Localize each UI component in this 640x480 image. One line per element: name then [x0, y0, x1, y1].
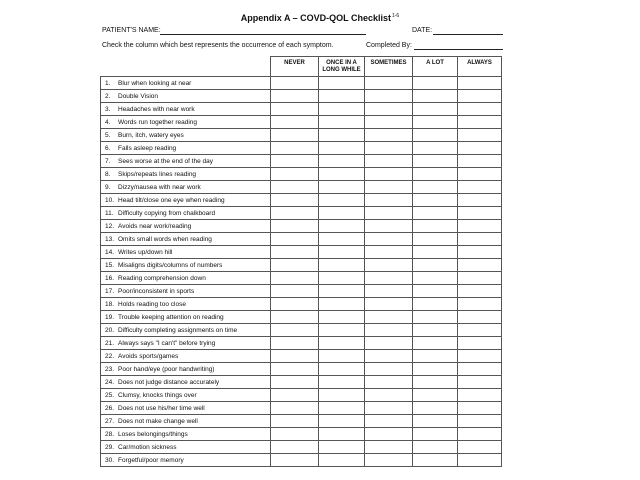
date-label: DATE: — [412, 27, 433, 34]
checkbox-cell[interactable] — [458, 129, 502, 142]
checkbox-cell[interactable] — [365, 246, 413, 259]
checkbox-cell[interactable] — [365, 441, 413, 454]
checkbox-cell[interactable] — [365, 350, 413, 363]
checkbox-cell[interactable] — [458, 116, 502, 129]
symptom-cell — [101, 155, 271, 168]
checkbox-cell[interactable] — [365, 311, 413, 324]
table-row — [101, 415, 502, 428]
symptom-cell — [101, 116, 271, 129]
checkbox-cell[interactable] — [413, 298, 458, 311]
checkbox-cell[interactable] — [271, 441, 319, 454]
checkbox-cell[interactable] — [271, 155, 319, 168]
checkbox-cell[interactable] — [458, 142, 502, 155]
symptom-number: 10. — [105, 196, 115, 204]
checkbox-cell[interactable] — [319, 363, 365, 376]
checkbox-cell[interactable] — [271, 142, 319, 155]
table-row — [101, 90, 502, 103]
checkbox-cell[interactable] — [271, 259, 319, 272]
checkbox-cell[interactable] — [458, 259, 502, 272]
checkbox-cell[interactable] — [365, 337, 413, 350]
symptom-cell — [101, 376, 271, 389]
checkbox-cell[interactable] — [271, 389, 319, 402]
symptom-text: Headaches with near work — [118, 105, 195, 113]
checkbox-cell[interactable] — [458, 324, 502, 337]
checkbox-cell[interactable] — [458, 415, 502, 428]
checkbox-cell[interactable] — [413, 389, 458, 402]
checkbox-cell[interactable] — [319, 428, 365, 441]
checkbox-cell[interactable] — [319, 233, 365, 246]
symptom-text: Misaligns digits/columns of numbers — [118, 261, 223, 269]
symptom-cell — [101, 285, 271, 298]
checkbox-cell[interactable] — [413, 363, 458, 376]
symptom-cell — [101, 402, 271, 415]
checkbox-cell[interactable] — [271, 428, 319, 441]
checkbox-cell[interactable] — [458, 246, 502, 259]
checkbox-cell[interactable] — [271, 168, 319, 181]
checkbox-cell[interactable] — [458, 285, 502, 298]
table-row — [101, 129, 502, 142]
checkbox-cell[interactable] — [413, 155, 458, 168]
checkbox-cell[interactable] — [458, 441, 502, 454]
checkbox-cell[interactable] — [271, 103, 319, 116]
checkbox-cell[interactable] — [271, 207, 319, 220]
checkbox-cell[interactable] — [365, 90, 413, 103]
symptom-number: 20. — [105, 326, 115, 334]
symptom-text: Trouble keeping attention on reading — [118, 313, 224, 321]
checkbox-cell[interactable] — [458, 103, 502, 116]
symptom-cell — [101, 389, 271, 402]
symptom-number: 23. — [105, 365, 115, 373]
checkbox-cell[interactable] — [413, 103, 458, 116]
symptom-cell — [101, 324, 271, 337]
table-row — [101, 168, 502, 181]
checkbox-cell[interactable] — [271, 220, 319, 233]
symptom-cell — [101, 168, 271, 181]
checkbox-cell[interactable] — [319, 454, 365, 467]
symptom-number: 13. — [105, 235, 115, 243]
table-row — [101, 77, 502, 90]
checkbox-cell[interactable] — [413, 350, 458, 363]
checkbox-cell[interactable] — [365, 233, 413, 246]
symptom-number: 25. — [105, 391, 115, 399]
checkbox-cell[interactable] — [413, 233, 458, 246]
table-row — [101, 298, 502, 311]
title-text: Appendix A – COVD-QOL Checklist — [240, 13, 391, 23]
symptom-text: Falls asleep reading — [118, 144, 177, 152]
checkbox-cell[interactable] — [458, 402, 502, 415]
table-row — [101, 311, 502, 324]
symptom-text: Poor hand/eye (poor handwriting) — [118, 365, 215, 373]
checkbox-cell[interactable] — [458, 272, 502, 285]
patient-name-field[interactable] — [160, 34, 366, 35]
symptom-text: Poor/inconsistent in sports — [118, 287, 195, 295]
checkbox-cell[interactable] — [458, 155, 502, 168]
checkbox-cell[interactable] — [458, 90, 502, 103]
symptom-number: 5. — [105, 131, 111, 139]
checkbox-cell[interactable] — [413, 142, 458, 155]
checkbox-cell[interactable] — [365, 155, 413, 168]
symptom-text: Clumsy, knocks things over — [118, 391, 197, 399]
table-row — [101, 142, 502, 155]
checkbox-cell[interactable] — [319, 324, 365, 337]
checkbox-cell[interactable] — [458, 311, 502, 324]
symptom-text: Forgetful/poor memory — [118, 456, 184, 464]
symptom-text: Holds reading too close — [118, 300, 186, 308]
symptom-cell — [101, 90, 271, 103]
table-row — [101, 324, 502, 337]
checkbox-cell[interactable] — [458, 207, 502, 220]
table-row — [101, 116, 502, 129]
symptom-cell — [101, 207, 271, 220]
checkbox-cell[interactable] — [365, 298, 413, 311]
symptom-text: Reading comprehension down — [118, 274, 206, 282]
table-row — [101, 350, 502, 363]
column-header: A LOT — [413, 57, 458, 77]
table-row — [101, 259, 502, 272]
symptom-number: 4. — [105, 118, 111, 126]
table-row — [101, 389, 502, 402]
checkbox-cell[interactable] — [319, 168, 365, 181]
table-row — [101, 363, 502, 376]
checkbox-cell[interactable] — [413, 116, 458, 129]
symptom-cell — [101, 103, 271, 116]
symptom-text: Car/motion sickness — [118, 443, 177, 451]
checkbox-cell[interactable] — [365, 194, 413, 207]
symptom-text: Dizzy/nausea with near work — [118, 183, 201, 191]
checkbox-cell[interactable] — [319, 77, 365, 90]
checkbox-cell[interactable] — [365, 103, 413, 116]
checkbox-cell[interactable] — [413, 194, 458, 207]
table-row — [101, 103, 502, 116]
checkbox-cell[interactable] — [413, 311, 458, 324]
checkbox-cell[interactable] — [271, 129, 319, 142]
checkbox-cell[interactable] — [413, 337, 458, 350]
checkbox-cell[interactable] — [365, 376, 413, 389]
checkbox-cell[interactable] — [413, 415, 458, 428]
symptom-text: Difficulty completing assignments on time — [118, 326, 238, 334]
symptom-number: 28. — [105, 430, 115, 438]
checkbox-cell[interactable] — [319, 220, 365, 233]
checkbox-cell[interactable] — [365, 220, 413, 233]
checkbox-cell[interactable] — [458, 181, 502, 194]
table-row — [101, 155, 502, 168]
checkbox-cell[interactable] — [458, 337, 502, 350]
symptom-checklist-table — [100, 56, 502, 467]
checkbox-cell[interactable] — [365, 142, 413, 155]
title-superscript: 1-6 — [391, 13, 400, 19]
date-field[interactable] — [433, 34, 503, 35]
symptom-text: Double Vision — [118, 92, 158, 100]
completed-by-label: Completed By: — [366, 42, 412, 49]
checkbox-cell[interactable] — [271, 376, 319, 389]
completed-by-field[interactable] — [414, 49, 503, 50]
checkbox-cell[interactable] — [365, 168, 413, 181]
table-row — [101, 337, 502, 350]
table-row — [101, 207, 502, 220]
symptom-number: 15. — [105, 261, 115, 269]
checkbox-cell[interactable] — [458, 363, 502, 376]
checkbox-cell[interactable] — [458, 194, 502, 207]
header-blank-cell — [101, 57, 271, 77]
symptom-number: 27. — [105, 417, 115, 425]
checkbox-cell[interactable] — [413, 285, 458, 298]
symptom-number: 1. — [105, 79, 111, 87]
symptom-text: Does not make change well — [118, 417, 198, 425]
checkbox-cell[interactable] — [365, 428, 413, 441]
checkbox-cell[interactable] — [413, 324, 458, 337]
table-row — [101, 194, 502, 207]
table-row — [101, 220, 502, 233]
table-row — [101, 285, 502, 298]
checkbox-cell[interactable] — [365, 415, 413, 428]
symptom-number: 30. — [105, 456, 115, 464]
symptom-cell — [101, 363, 271, 376]
checkbox-cell[interactable] — [413, 376, 458, 389]
symptom-number: 11. — [105, 209, 114, 217]
column-header: ONCE IN A LONG WHILE — [319, 57, 365, 77]
checkbox-cell[interactable] — [458, 428, 502, 441]
checkbox-cell[interactable] — [413, 207, 458, 220]
symptom-number: 26. — [105, 404, 115, 412]
checkbox-cell[interactable] — [413, 220, 458, 233]
checkbox-cell[interactable] — [365, 129, 413, 142]
checkbox-cell[interactable] — [413, 129, 458, 142]
checkbox-cell[interactable] — [413, 441, 458, 454]
checkbox-cell[interactable] — [319, 181, 365, 194]
symptom-number: 29. — [105, 443, 115, 451]
checkbox-cell[interactable] — [413, 77, 458, 90]
checkbox-cell[interactable] — [319, 311, 365, 324]
checkbox-cell[interactable] — [271, 337, 319, 350]
table-row — [101, 441, 502, 454]
checkbox-cell[interactable] — [271, 454, 319, 467]
header-row — [101, 57, 502, 77]
checkbox-cell[interactable] — [413, 402, 458, 415]
table-row — [101, 181, 502, 194]
symptom-cell — [101, 272, 271, 285]
table-row — [101, 233, 502, 246]
checkbox-cell[interactable] — [365, 77, 413, 90]
checkbox-cell[interactable] — [365, 181, 413, 194]
column-header: NEVER — [271, 57, 319, 77]
checkbox-cell[interactable] — [458, 389, 502, 402]
symptom-cell — [101, 233, 271, 246]
symptom-number: 24. — [105, 378, 115, 386]
checkbox-cell[interactable] — [271, 194, 319, 207]
checkbox-cell[interactable] — [271, 324, 319, 337]
symptom-text: Difficulty copying from chalkboard — [118, 209, 216, 217]
symptom-number: 6. — [105, 144, 111, 152]
table-row — [101, 402, 502, 415]
checkbox-cell[interactable] — [271, 415, 319, 428]
table-row — [101, 376, 502, 389]
checkbox-cell[interactable] — [319, 376, 365, 389]
checkbox-cell[interactable] — [458, 77, 502, 90]
symptom-cell — [101, 77, 271, 90]
symptom-text: Omits small words when reading — [118, 235, 212, 243]
checkbox-cell[interactable] — [271, 311, 319, 324]
checkbox-cell[interactable] — [365, 285, 413, 298]
checkbox-cell[interactable] — [413, 246, 458, 259]
checkbox-cell[interactable] — [458, 350, 502, 363]
checkbox-cell[interactable] — [271, 298, 319, 311]
symptom-number: 21. — [105, 339, 115, 347]
checkbox-cell[interactable] — [319, 116, 365, 129]
checkbox-cell[interactable] — [271, 246, 319, 259]
symptom-text: Sees worse at the end of the day — [118, 157, 214, 165]
checkbox-cell[interactable] — [319, 337, 365, 350]
symptom-cell — [101, 181, 271, 194]
table-row — [101, 428, 502, 441]
symptom-number: 22. — [105, 352, 115, 360]
checkbox-cell[interactable] — [319, 272, 365, 285]
checkbox-cell[interactable] — [319, 129, 365, 142]
checkbox-cell[interactable] — [458, 298, 502, 311]
checkbox-cell[interactable] — [319, 207, 365, 220]
symptom-number: 2. — [105, 92, 111, 100]
symptom-text: Writes up/down hill — [118, 248, 173, 256]
table-row — [101, 454, 502, 467]
symptom-cell — [101, 194, 271, 207]
symptom-number: 9. — [105, 183, 111, 191]
symptom-cell — [101, 454, 271, 467]
checkbox-cell[interactable] — [365, 272, 413, 285]
symptom-text: Does not use his/her time well — [118, 404, 205, 412]
checkbox-cell[interactable] — [458, 233, 502, 246]
checkbox-cell[interactable] — [365, 454, 413, 467]
checkbox-cell[interactable] — [319, 246, 365, 259]
patient-name-label: PATIENT'S NAME: — [102, 27, 161, 34]
checkbox-cell[interactable] — [319, 441, 365, 454]
symptom-text: Avoids sports/games — [118, 352, 179, 360]
checkbox-cell[interactable] — [413, 90, 458, 103]
symptom-cell — [101, 129, 271, 142]
checkbox-cell[interactable] — [458, 220, 502, 233]
page-title — [0, 13, 640, 23]
symptom-text: Head tilt/close one eye when reading — [118, 196, 225, 204]
checkbox-cell[interactable] — [319, 298, 365, 311]
symptom-number: 8. — [105, 170, 111, 178]
checkbox-cell[interactable] — [319, 415, 365, 428]
checkbox-cell[interactable] — [365, 402, 413, 415]
checkbox-cell[interactable] — [271, 363, 319, 376]
symptom-cell — [101, 142, 271, 155]
checkbox-cell[interactable] — [319, 103, 365, 116]
checkbox-cell[interactable] — [271, 272, 319, 285]
symptom-cell — [101, 337, 271, 350]
symptom-cell — [101, 246, 271, 259]
checkbox-cell[interactable] — [413, 168, 458, 181]
symptom-text: Skips/repeats lines reading — [118, 170, 197, 178]
column-header: SOMETIMES — [365, 57, 413, 77]
checkbox-cell[interactable] — [271, 181, 319, 194]
table-row — [101, 246, 502, 259]
checkbox-cell[interactable] — [271, 233, 319, 246]
symptom-text: Burn, itch, watery eyes — [118, 131, 184, 139]
symptom-number: 17. — [105, 287, 115, 295]
checkbox-cell[interactable] — [413, 259, 458, 272]
instruction-text: Check the column which best represents the occurrence of each symptom. — [102, 42, 334, 49]
checkbox-cell[interactable] — [271, 90, 319, 103]
checkbox-cell[interactable] — [458, 168, 502, 181]
checkbox-cell[interactable] — [365, 259, 413, 272]
checkbox-cell[interactable] — [271, 285, 319, 298]
checkbox-cell[interactable] — [271, 77, 319, 90]
checkbox-cell[interactable] — [458, 376, 502, 389]
symptom-cell — [101, 428, 271, 441]
symptom-cell — [101, 415, 271, 428]
column-header: ALWAYS — [458, 57, 502, 77]
table-row — [101, 272, 502, 285]
checkbox-cell[interactable] — [271, 116, 319, 129]
symptom-cell — [101, 259, 271, 272]
checkbox-cell[interactable] — [319, 402, 365, 415]
checkbox-cell[interactable] — [319, 350, 365, 363]
symptom-number: 7. — [105, 157, 111, 165]
symptom-cell — [101, 441, 271, 454]
symptom-number: 16. — [105, 274, 115, 282]
checkbox-cell[interactable] — [271, 350, 319, 363]
symptom-text: Loses belongings/things — [118, 430, 188, 438]
checkbox-cell[interactable] — [458, 454, 502, 467]
checkbox-cell[interactable] — [413, 454, 458, 467]
checkbox-cell[interactable] — [365, 389, 413, 402]
checkbox-cell[interactable] — [319, 142, 365, 155]
symptom-cell — [101, 220, 271, 233]
symptom-cell — [101, 350, 271, 363]
symptom-text: Always says "I can't" before trying — [118, 339, 216, 347]
checkbox-cell[interactable] — [271, 402, 319, 415]
symptom-number: 3. — [105, 105, 111, 113]
checkbox-cell[interactable] — [365, 363, 413, 376]
symptom-cell — [101, 298, 271, 311]
checkbox-cell[interactable] — [413, 272, 458, 285]
symptom-text: Does not judge distance accurately — [118, 378, 220, 386]
checkbox-cell[interactable] — [319, 259, 365, 272]
checkbox-cell[interactable] — [365, 116, 413, 129]
symptom-cell — [101, 311, 271, 324]
symptom-text: Avoids near work/reading — [118, 222, 192, 230]
checkbox-cell[interactable] — [319, 285, 365, 298]
symptom-text: Blur when looking at near — [118, 79, 192, 87]
symptom-number: 14. — [105, 248, 115, 256]
checkbox-cell[interactable] — [413, 428, 458, 441]
checkbox-cell[interactable] — [319, 389, 365, 402]
symptom-text: Words run together reading — [118, 118, 198, 126]
checkbox-cell[interactable] — [319, 194, 365, 207]
symptom-number: 19. — [105, 313, 115, 321]
symptom-number: 18. — [105, 300, 115, 308]
checkbox-cell[interactable] — [365, 324, 413, 337]
symptom-number: 12. — [105, 222, 115, 230]
checkbox-cell[interactable] — [319, 155, 365, 168]
checkbox-cell[interactable] — [413, 181, 458, 194]
checkbox-cell[interactable] — [365, 207, 413, 220]
checkbox-cell[interactable] — [319, 90, 365, 103]
